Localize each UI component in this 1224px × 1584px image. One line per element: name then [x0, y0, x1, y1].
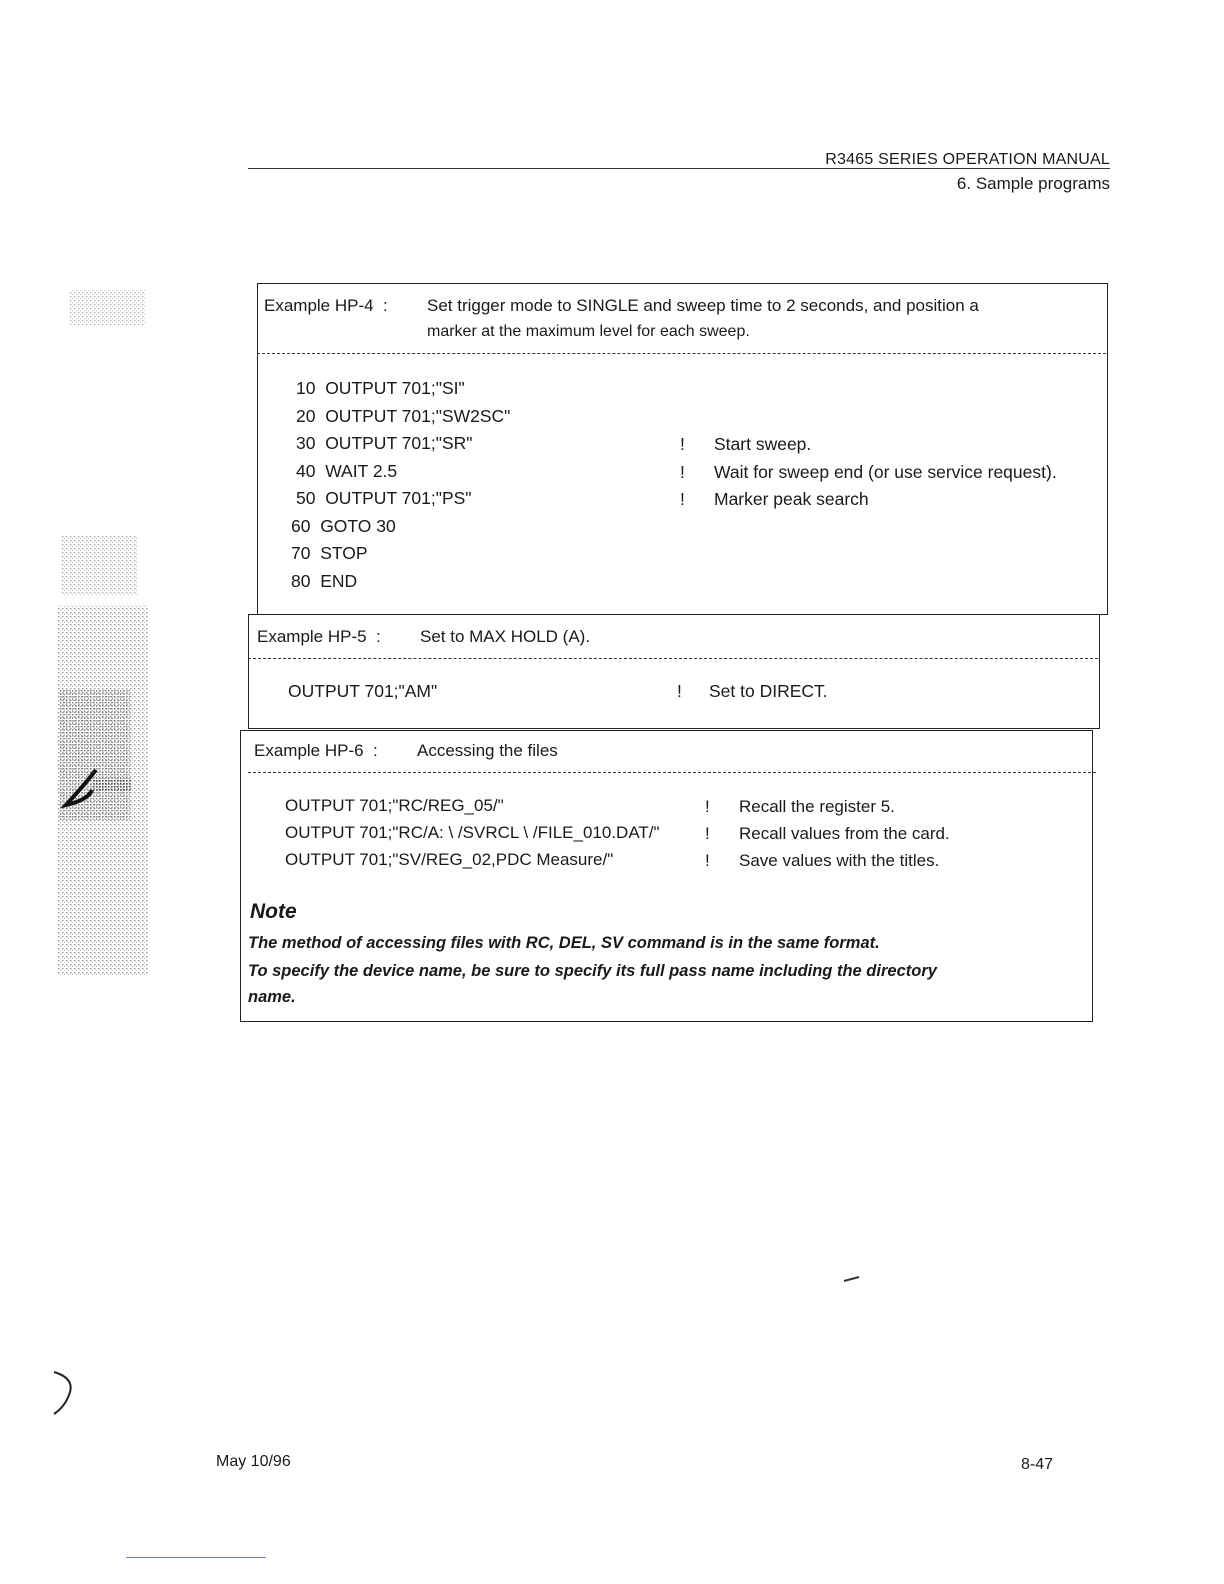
- code-line: 20 OUTPUT 701;"SW2SC": [296, 406, 511, 426]
- footer-page-number: 8-47: [1021, 1456, 1054, 1473]
- comment-mark: !: [705, 797, 710, 816]
- scan-noise-left: [30, 0, 160, 1584]
- comment-text: Recall values from the card.: [739, 824, 950, 843]
- code-line: OUTPUT 701;"AM": [288, 681, 438, 701]
- scan-mark: [842, 1274, 862, 1284]
- example-hp4-divider: [257, 353, 1106, 354]
- footer-date: May 10/96: [216, 1453, 291, 1470]
- comment-mark: !: [677, 681, 682, 701]
- note-line-1: The method of accessing files with RC, DEL, SV command is in the same format.: [248, 934, 880, 952]
- note-line-3: name.: [248, 988, 296, 1006]
- bottom-rule: [126, 1557, 266, 1558]
- code-line: 80 END: [291, 571, 358, 591]
- example-hp6-divider: [248, 772, 1096, 773]
- example-hp5-label: Example HP-5 :: [257, 627, 381, 646]
- section-title: 6. Sample programs: [956, 174, 1110, 193]
- example-hp4-label: Example HP-4 :: [264, 296, 388, 315]
- code-line: 70 STOP: [291, 543, 368, 563]
- example-hp6-desc: Accessing the files: [417, 741, 558, 760]
- example-hp4-desc-2: marker at the maximum level for each sweep.: [427, 323, 750, 340]
- comment-mark: !: [680, 434, 685, 454]
- comment-text: Save values with the titles.: [739, 851, 940, 870]
- comment-mark: !: [705, 824, 710, 843]
- example-hp6-label: Example HP-6 :: [254, 741, 378, 760]
- code-line: 30 OUTPUT 701;"SR": [296, 433, 473, 453]
- manual-title: R3465 SERIES OPERATION MANUAL: [825, 151, 1110, 168]
- comment-text: Marker peak search: [714, 489, 869, 509]
- comment-mark: !: [680, 489, 685, 509]
- note-title: Note: [250, 900, 297, 923]
- code-line: 60 GOTO 30: [291, 516, 396, 536]
- code-line: 50 OUTPUT 701;"PS": [296, 488, 472, 508]
- code-line: 40 WAIT 2.5: [296, 461, 398, 481]
- header-rule: [248, 168, 1110, 169]
- comment-text: Recall the register 5.: [739, 797, 895, 816]
- comment-mark: !: [705, 851, 710, 870]
- code-line: 10 OUTPUT 701;"SI": [296, 378, 465, 398]
- comment-text: Wait for sweep end (or use service request).: [714, 462, 1057, 482]
- comment-text: Set to DIRECT.: [709, 681, 828, 701]
- comment-mark: !: [680, 462, 685, 482]
- example-hp5-desc: Set to MAX HOLD (A).: [420, 627, 591, 646]
- comment-text: Start sweep.: [714, 434, 812, 454]
- code-line: OUTPUT 701;"RC/A: \ /SVRCL \ /FILE_010.DAT/": [285, 823, 660, 842]
- example-hp4-desc-1: Set trigger mode to SINGLE and sweep time to 2 seconds, and position a: [427, 296, 979, 315]
- example-hp5-divider: [248, 658, 1098, 659]
- code-line: OUTPUT 701;"SV/REG_02,PDC Measure/": [285, 850, 614, 869]
- note-line-2: To specify the device name, be sure to specify its full pass name including the directory: [248, 962, 937, 980]
- code-line: OUTPUT 701;"RC/REG_05/": [285, 796, 504, 815]
